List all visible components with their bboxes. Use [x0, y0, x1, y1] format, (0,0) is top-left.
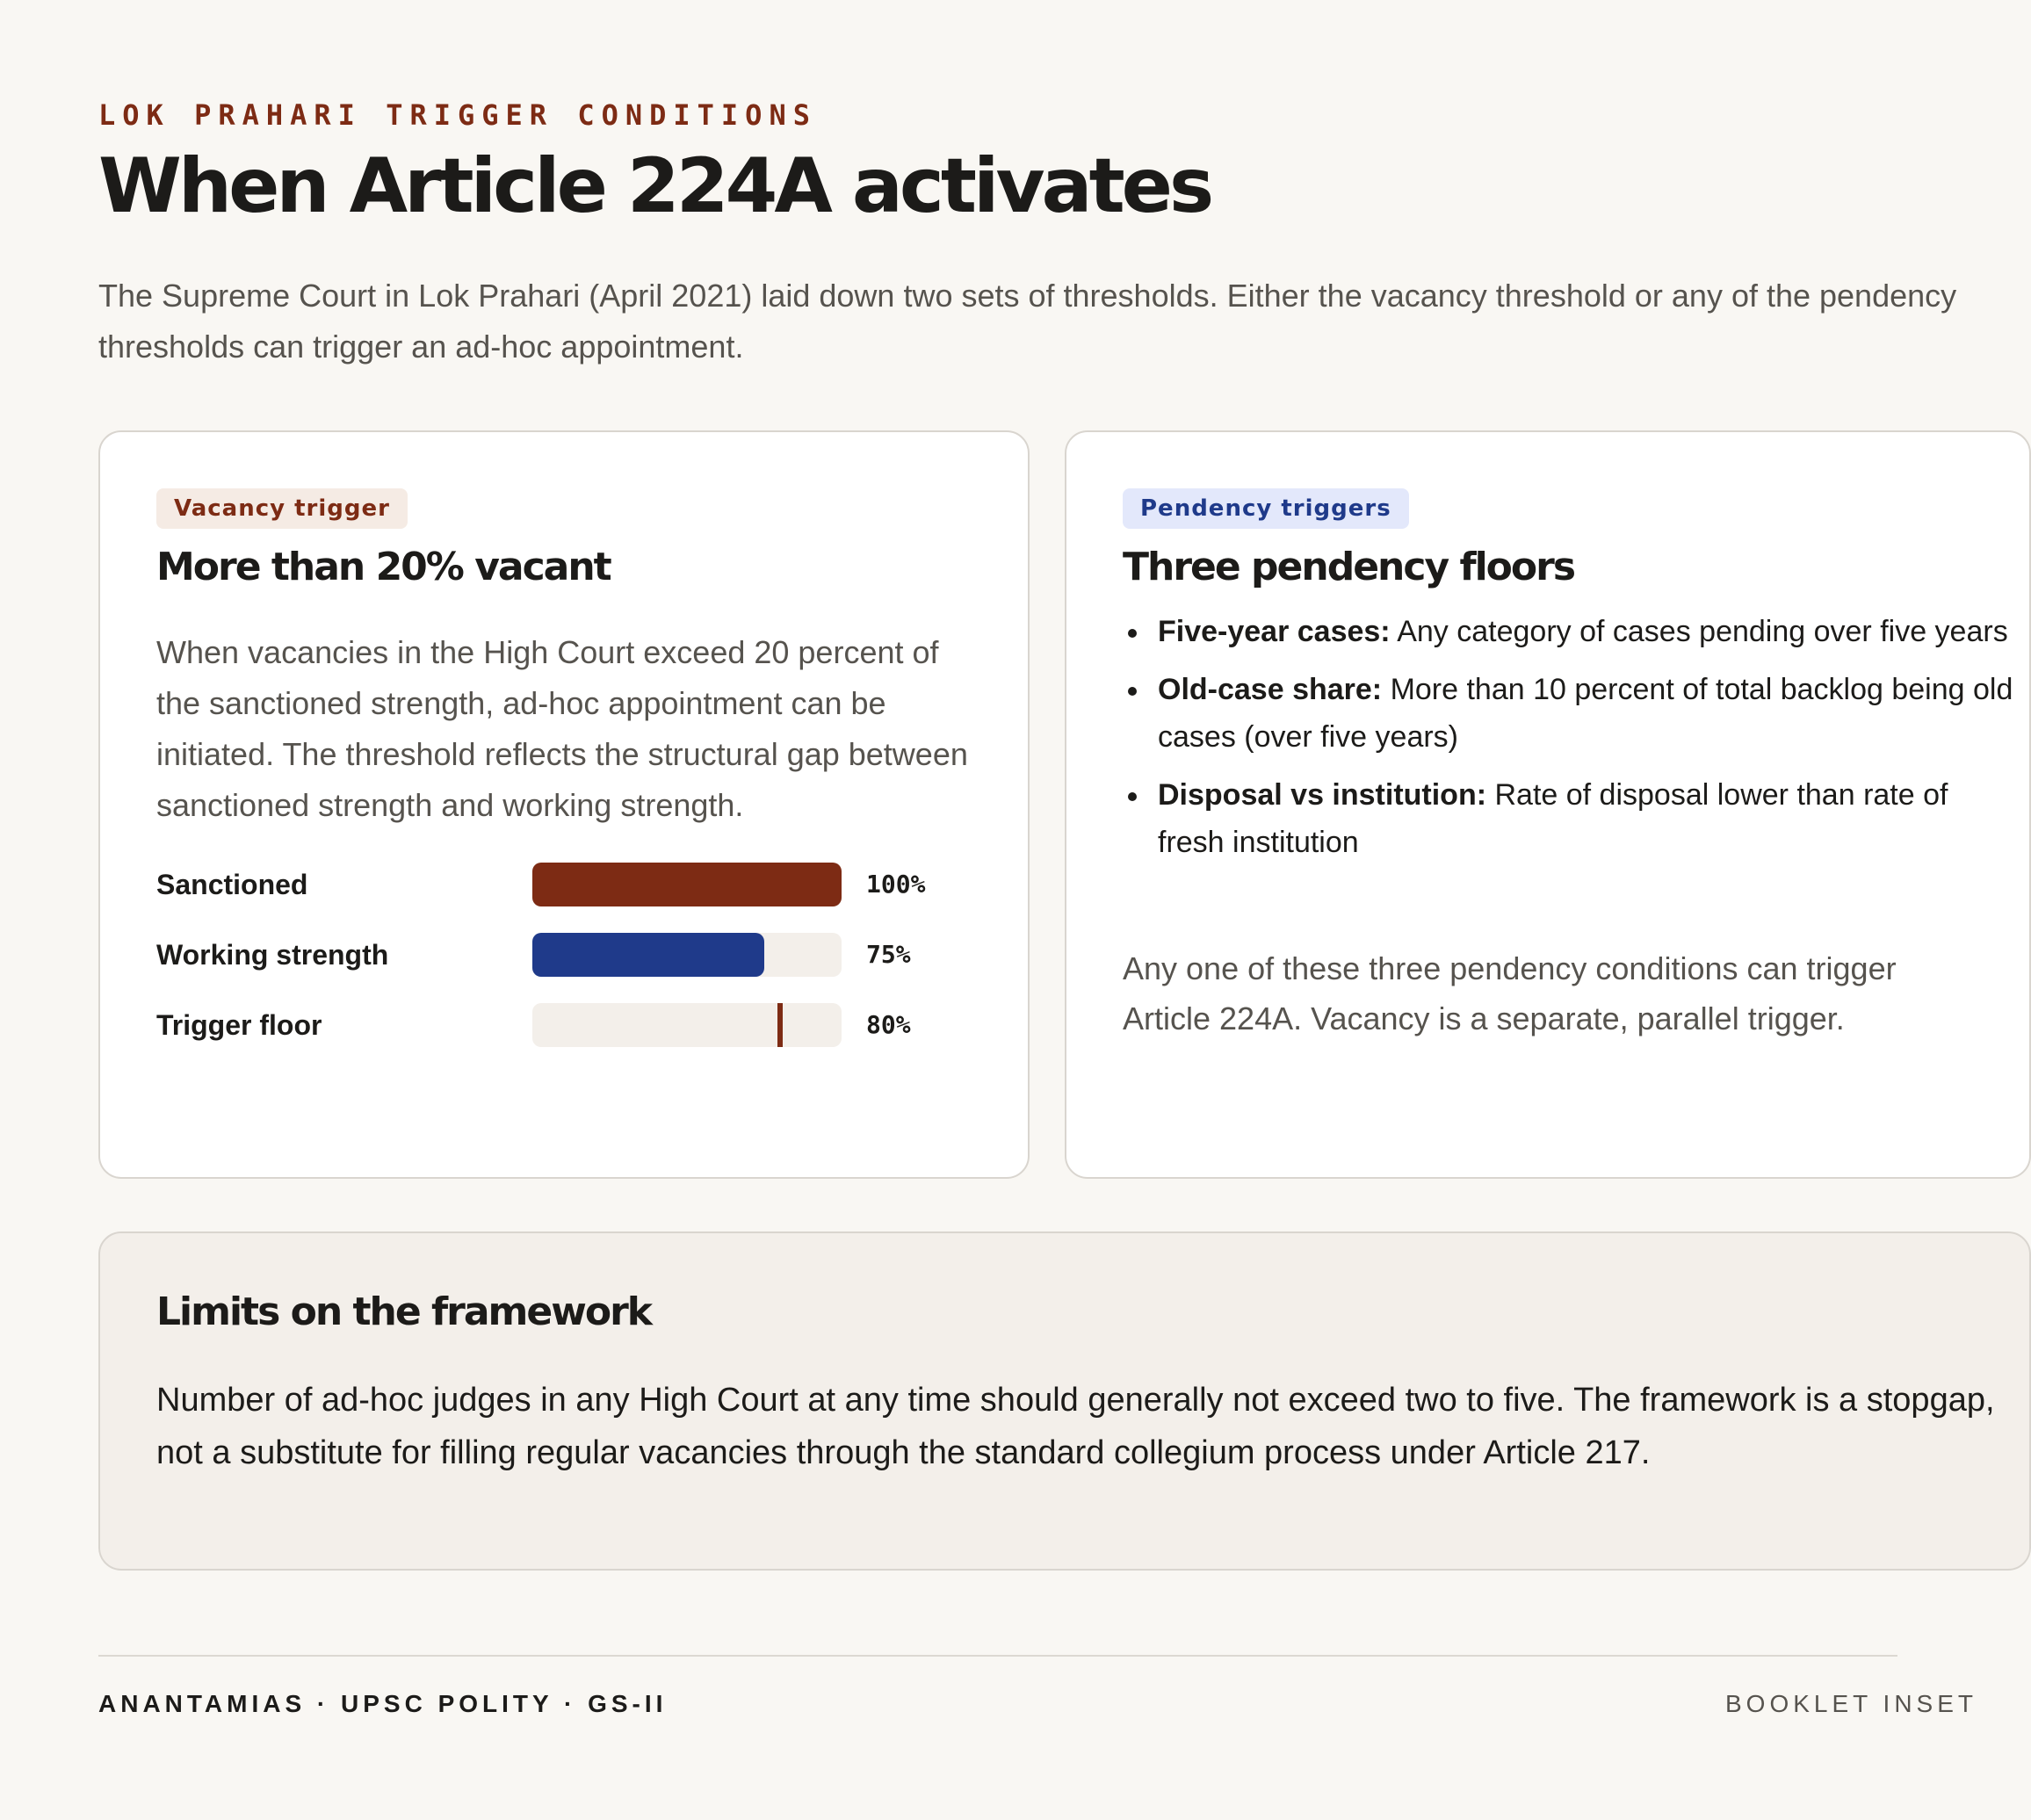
list-item: [1123, 608, 2019, 655]
vacancy-badge: Vacancy trigger: [156, 488, 408, 529]
footer-booklet-label: BOOKLET INSET: [1725, 1690, 1977, 1717]
item-text: Rate of disposal lower than rate of fresh institution: [1158, 778, 1948, 859]
bar-fill: [532, 933, 764, 977]
bar-label: Trigger floor: [156, 1009, 322, 1041]
bullet-icon: [1128, 687, 1137, 696]
bullet-icon: [1128, 629, 1137, 638]
page-title: When Article 224A activates: [98, 142, 1211, 230]
bar-track: [532, 933, 842, 977]
pendency-heading: Three pendency floors: [1123, 545, 1575, 589]
intro-paragraph: The Supreme Court in Lok Prahari (April 2021) laid down two sets of thresholds. Either the vacancy threshold or any of the pendency thresholds can trigger an ad-hoc appointment.: [98, 278, 1957, 365]
item-term: Five-year cases:: [1158, 615, 1391, 648]
vacancy-description: When vacancies in the High Court exceed 20 percent of the sanctioned strength, ad-hoc appointment can be initiated. The threshold reflects the structural gap between sanctioned strength and working strength.: [156, 634, 968, 823]
strength-bar-chart: [156, 863, 947, 1073]
bar-label: Sanctioned: [156, 869, 308, 900]
footer-source: ANANTAMIAS · UPSC POLITY · GS-II: [98, 1690, 668, 1717]
pendency-badge: Pendency triggers: [1123, 488, 1409, 529]
bar-value: 80%: [866, 1010, 911, 1039]
bar-fill: [532, 863, 842, 906]
pendency-list: [1123, 608, 2019, 877]
item-term: Disposal vs institution:: [1158, 778, 1487, 812]
bar-value: 100%: [866, 870, 926, 899]
limits-heading: Limits on the framework: [156, 1289, 652, 1334]
vacancy-heading: More than 20% vacant: [156, 545, 611, 589]
footer-divider: [98, 1655, 1897, 1657]
bullet-icon: [1128, 792, 1137, 801]
list-item: [1123, 771, 2019, 866]
bar-row-working-strength: [156, 933, 947, 977]
trigger-floor-marker: [777, 1003, 783, 1047]
list-item: [1123, 666, 2019, 761]
bar-track: [532, 1003, 842, 1047]
bar-label: Working strength: [156, 939, 389, 971]
item-text: More than 10 percent of total backlog being old cases (over five years): [1158, 673, 2013, 754]
item-text: Any category of cases pending over five years: [1390, 615, 2008, 648]
bar-row-sanctioned: [156, 863, 947, 906]
limits-panel: [98, 1231, 2031, 1571]
bar-value: 75%: [866, 940, 911, 969]
eyebrow-label: LOK PRAHARI TRIGGER CONDITIONS: [98, 98, 817, 132]
pendency-note: Any one of these three pendency conditions can trigger Article 224A. Vacancy is a separate, parallel trigger.: [1123, 950, 1897, 1036]
bar-track: [532, 863, 842, 906]
item-term: Old-case share:: [1158, 673, 1383, 706]
vacancy-trigger-card: [98, 430, 1030, 1179]
bar-row-trigger-floor: [156, 1003, 947, 1047]
limits-body: Number of ad-hoc judges in any High Court at any time should generally not exceed two to five. The framework is a stopgap, not a substitute for filling regular vacancies through the standard collegium process under Article 217.: [156, 1382, 1995, 1471]
pendency-triggers-card: [1065, 430, 2031, 1179]
